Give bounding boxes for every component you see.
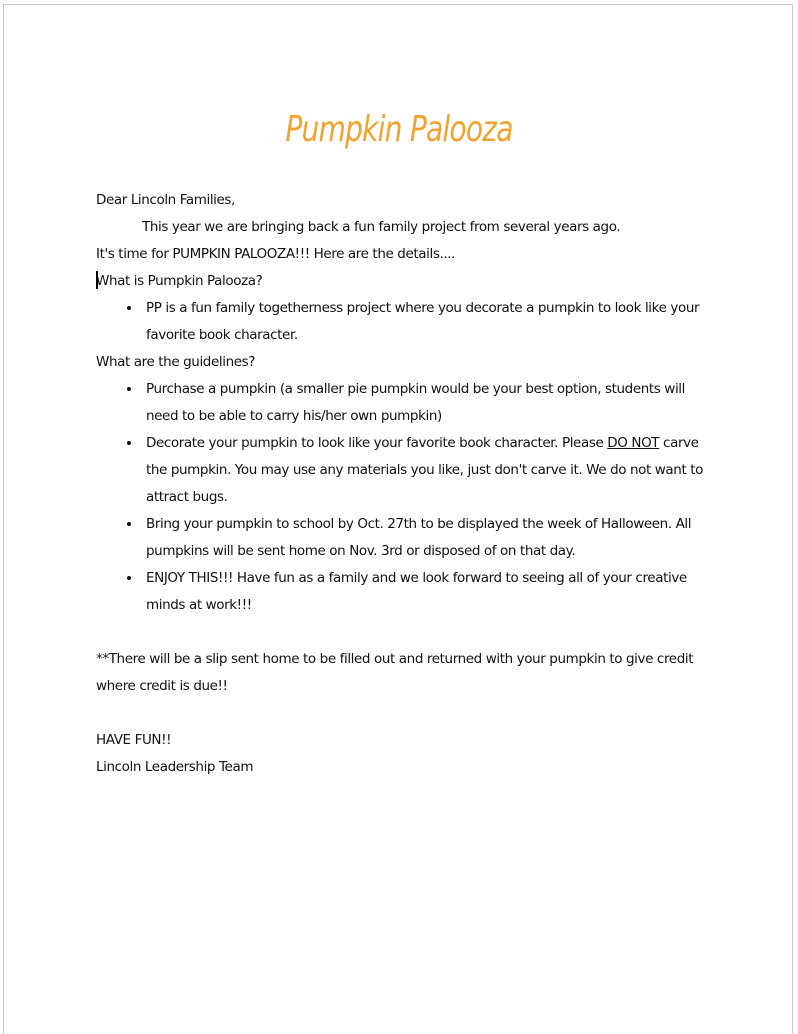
list-item: • Purchase a pumpkin (a smaller pie pumpkin would be your best option, students will need to be able to carry his/her own pumpkin) — [142, 376, 706, 430]
signature: Lincoln Leadership Team — [96, 759, 254, 775]
list-item: • Bring your pumpkin to school by Oct. 27th to be displayed the week of Halloween. All pumpkins will be sent home on Nov. 3rd or disposed of on that day. — [142, 511, 706, 565]
bullet-text: carve the pumpkin. You may use any materials you like, just don't carve it. We do not want to attract bugs. — [146, 435, 703, 505]
spacer — [96, 700, 706, 727]
document-body[interactable] — [96, 187, 706, 781]
underlined-text: DO NOT — [607, 435, 660, 451]
guidelines-list — [96, 376, 706, 619]
page-title: Pumpkin Palooza — [285, 109, 513, 150]
intro-line-2: It's time for PUMPKIN PALOOZA!!! Here are the details.... — [96, 246, 456, 262]
document-page[interactable] — [3, 4, 793, 1034]
list-item: • PP is a fun family togetherness project where you decorate a pumpkin to look like your favorite book character. — [142, 295, 706, 349]
intro-line-1: This year we are bringing back a fun family project from several years ago. — [142, 219, 621, 235]
section-heading-guidelines: What are the guidelines? — [96, 354, 256, 370]
section-heading-what — [96, 268, 706, 295]
list-item: • ENJOY THIS!!! Have fun as a family and we look forward to seeing all of your creative minds at work!!! — [142, 565, 706, 619]
section-heading-what-text: What is Pumpkin Palooza? — [96, 273, 263, 289]
what-list — [96, 295, 706, 349]
closing: HAVE FUN!! — [96, 732, 172, 748]
list-item — [142, 430, 706, 511]
note: **There will be a slip sent home to be filled out and returned with your pumpkin to give credit where credit is due!! — [96, 651, 694, 694]
greeting: Dear Lincoln Families, — [96, 192, 235, 208]
bullet-text: Decorate your pumpkin to look like your favorite book character. Please — [146, 435, 608, 451]
spacer — [96, 619, 706, 646]
